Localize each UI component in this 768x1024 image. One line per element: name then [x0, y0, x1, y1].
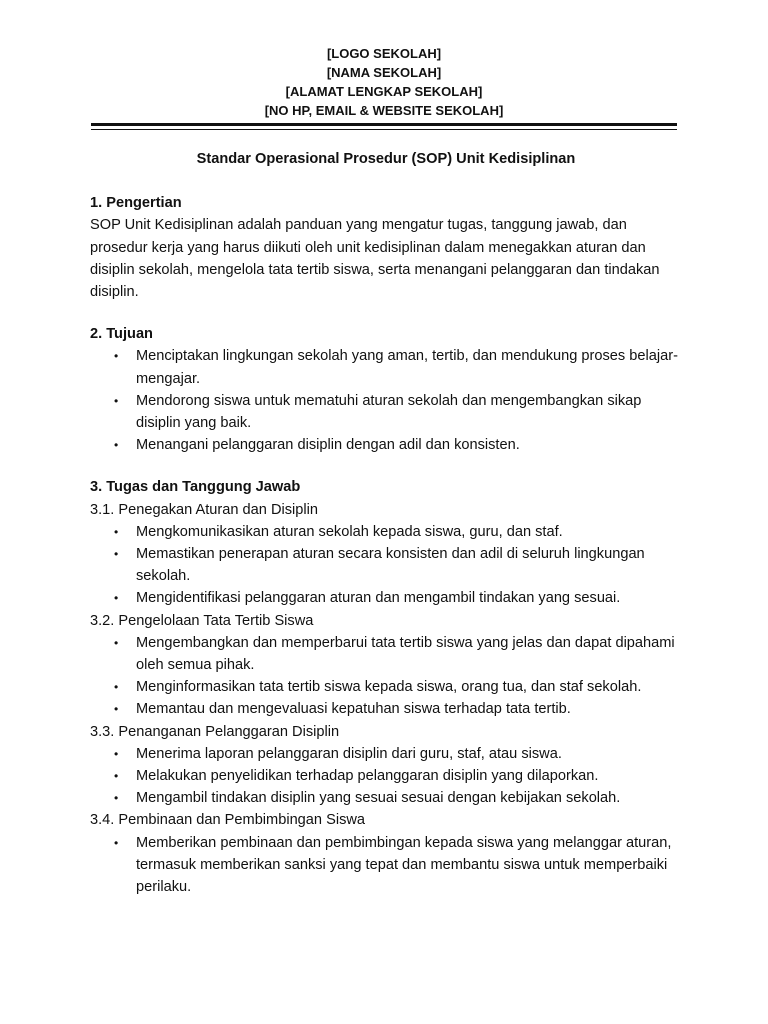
- subsection-3-1-title: 3.1. Penegakan Aturan dan Disiplin: [90, 501, 318, 518]
- bullet-icon: •: [114, 835, 119, 850]
- bullet-icon: •: [114, 591, 119, 606]
- bullet-icon: •: [114, 791, 119, 806]
- list-item: • Mendorong siswa untuk mematuhi aturan sekolah dan mengembangkan sikap disiplin yang baik.: [90, 390, 682, 434]
- document-body: [90, 148, 682, 898]
- school-address-placeholder: [ALAMAT LENGKAP SEKOLAH]: [285, 84, 483, 99]
- bullet-icon: •: [114, 349, 119, 364]
- subsection-3-3-title: 3.3. Penanganan Pelanggaran Disiplin: [90, 723, 340, 740]
- section-3-heading: 3. Tugas dan Tanggung Jawab: [90, 479, 301, 496]
- subsection-3-2-title: 3.2. Pengelolaan Tata Tertib Siswa: [90, 612, 314, 629]
- list-item: • Memantau dan mengevaluasi kepatuhan siswa terhadap tata tertib.: [90, 698, 682, 720]
- list-item: • Menciptakan lingkungan sekolah yang aman, tertib, dan mendukung proses belajar-mengajar.: [90, 345, 682, 389]
- bullet-icon: •: [114, 769, 119, 784]
- bullet-icon: •: [114, 393, 119, 408]
- subsection-3-1-list: [90, 521, 682, 610]
- subsection-3-4-list: [90, 832, 682, 899]
- list-item: • Menangani pelanggaran disiplin dengan adil dan konsisten.: [90, 434, 682, 456]
- list-item: • Melakukan penyelidikan terhadap pelanggaran disiplin yang dilaporkan.: [90, 765, 682, 787]
- list-item: • Menginformasikan tata tertib siswa kepada siswa, orang tua, dan staf sekolah.: [90, 676, 682, 698]
- letterhead: [0, 44, 768, 120]
- bullet-icon: •: [114, 524, 119, 539]
- school-logo-placeholder: [LOGO SEKOLAH]: [326, 46, 442, 61]
- section-2-heading: 2. Tujuan: [90, 326, 153, 343]
- bullet-icon: •: [114, 702, 119, 717]
- document-title: Standar Operasional Prosedur (SOP) Unit Kedisiplinan: [196, 151, 576, 167]
- subsection-3-4-title: 3.4. Pembinaan dan Pembimbingan Siswa: [90, 812, 366, 829]
- subsection-3-2-list: [90, 632, 682, 721]
- school-name-placeholder: [NAMA SEKOLAH]: [326, 65, 442, 80]
- list-item: • Mengambil tindakan disiplin yang sesuai sesuai dengan kebijakan sekolah.: [90, 787, 682, 809]
- list-item: • Memastikan penerapan aturan secara konsisten dan adil di seluruh lingkungan sekolah.: [90, 543, 682, 587]
- subsection-3-3-list: [90, 743, 682, 810]
- section-1-heading: 1. Pengertian: [90, 195, 182, 212]
- bullet-icon: •: [114, 635, 119, 650]
- list-item: • Mengembangkan dan memperbarui tata tertib siswa yang jelas dan dapat dipahami oleh semua pihak.: [90, 632, 682, 676]
- list-item: • Memberikan pembinaan dan pembimbingan kepada siswa yang melanggar aturan, termasuk memberikan sanksi yang tepat dan membantu siswa untuk memperbaiki perilaku.: [90, 832, 682, 899]
- list-item: • Menerima laporan pelanggaran disiplin dari guru, staf, atau siswa.: [90, 743, 682, 765]
- school-contact-placeholder: [NO HP, EMAIL & WEBSITE SEKOLAH]: [264, 103, 504, 118]
- list-item: • Mengidentifikasi pelanggaran aturan dan mengambil tindakan yang sesuai.: [90, 587, 682, 609]
- letterhead-divider-thick: [91, 123, 677, 126]
- bullet-icon: •: [114, 438, 119, 453]
- list-item: • Mengkomunikasikan aturan sekolah kepada siswa, guru, dan staf.: [90, 521, 682, 543]
- section-2-list: [90, 345, 682, 456]
- letterhead-divider-thin: [91, 129, 677, 130]
- bullet-icon: •: [114, 680, 119, 695]
- bullet-icon: •: [114, 746, 119, 761]
- section-1-text: SOP Unit Kedisiplinan adalah panduan yang mengatur tugas, tanggung jawab, dan prosedur kerja yang harus diikuti oleh unit kedisiplinan dalam menegakkan aturan dan disiplin sekolah, mengelola tata tertib siswa, serta menangani pelanggaran dan tindakan disiplin.: [90, 217, 660, 301]
- bullet-icon: •: [114, 547, 119, 562]
